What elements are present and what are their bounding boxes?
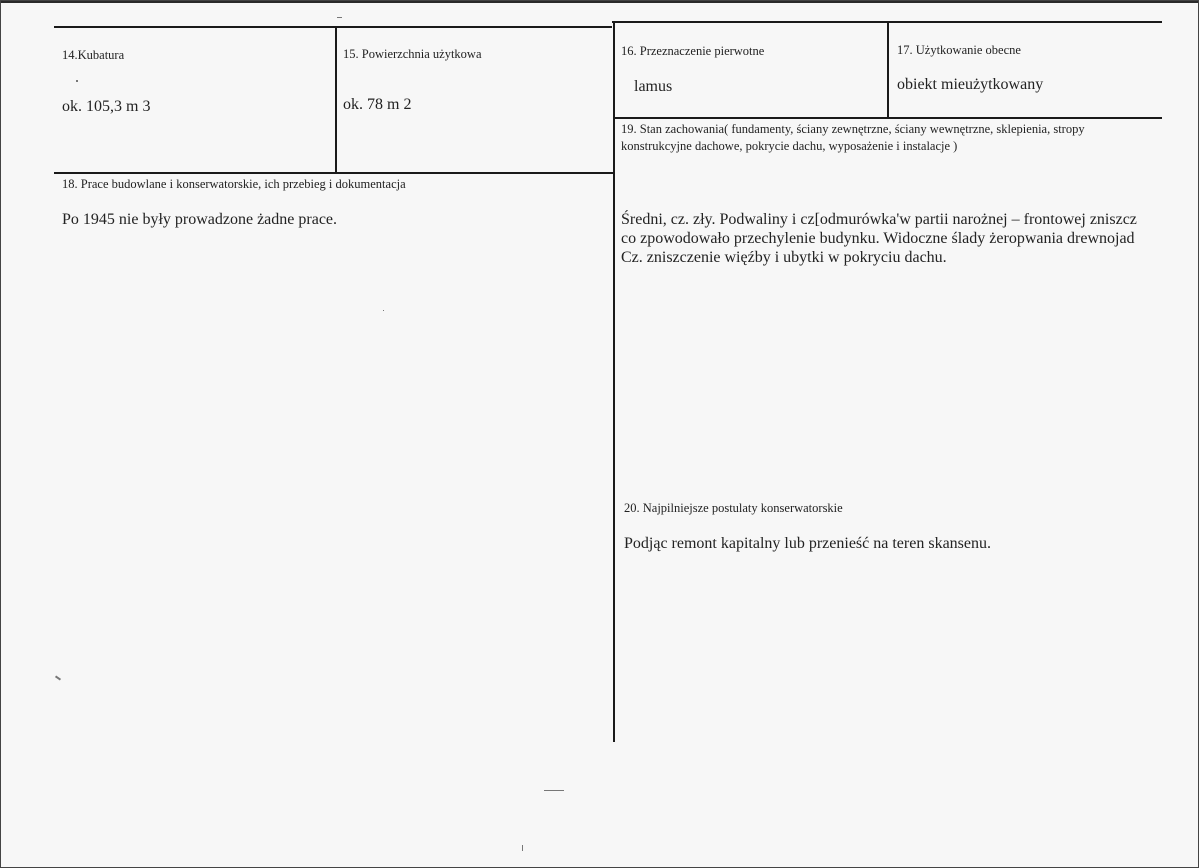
field-19-value-line-2: co zpowodowało przechylenie budynku. Widoczne ślady żeropwania drewnojad xyxy=(621,230,1135,247)
field-16-label: 16. Przeznaczenie pierwotne xyxy=(621,44,765,58)
field-16-value: lamus xyxy=(634,78,673,95)
field-18-value: Po 1945 nie były prowadzone żadne prace. xyxy=(62,211,338,228)
field-20-value: Podjąc remont kapitalny lub przenieść na teren skansenu. xyxy=(624,535,991,552)
field-15-value: ok. 78 m 2 xyxy=(343,96,412,113)
scan-speck xyxy=(337,17,342,18)
top-rule-left xyxy=(54,26,612,28)
scan-speck xyxy=(383,310,384,311)
field-14-label: 14.Kubatura xyxy=(62,48,125,62)
field-15-label: 15. Powierzchnia użytkowa xyxy=(343,47,482,61)
field-19-label-line-2: konstrukcyjne dachowe, pokrycie dachu, wyposażenie i instalacje ) xyxy=(621,139,958,153)
field-17-value: obiekt mieużytkowany xyxy=(897,76,1044,93)
field-17-label: 17. Użytkowanie obecne xyxy=(897,43,1021,57)
field-19-value-line-3: Cz. zniszczenie więźby i ubytki w pokryciu dachu. xyxy=(621,249,947,266)
scan-speck xyxy=(522,845,523,851)
field-20-label: 20. Najpilniejsze postulaty konserwatorskie xyxy=(624,501,843,515)
field-19-label-line-1: 19. Stan zachowania( fundamenty, ściany zewnętrzne, ściany wewnętrzne, sklepienia, stropy xyxy=(621,122,1085,136)
field-19-value-line-1: Średni, cz. zły. Podwaliny i cz[odmurówka'w partii narożnej – frontowej zniszcz xyxy=(621,211,1137,228)
rule-under-14-15 xyxy=(54,172,614,174)
divider-16-17 xyxy=(887,22,889,118)
field-18-label: 18. Prace budowlane i konserwatorskie, ich przebieg i dokumentacja xyxy=(62,177,406,191)
scan-speck xyxy=(544,790,564,791)
divider-14-15 xyxy=(335,27,337,173)
rule-under-16-17 xyxy=(614,117,1162,119)
main-vertical-divider xyxy=(613,22,615,742)
scan-speck xyxy=(76,80,78,82)
field-14-value: ok. 105,3 m 3 xyxy=(62,98,151,115)
